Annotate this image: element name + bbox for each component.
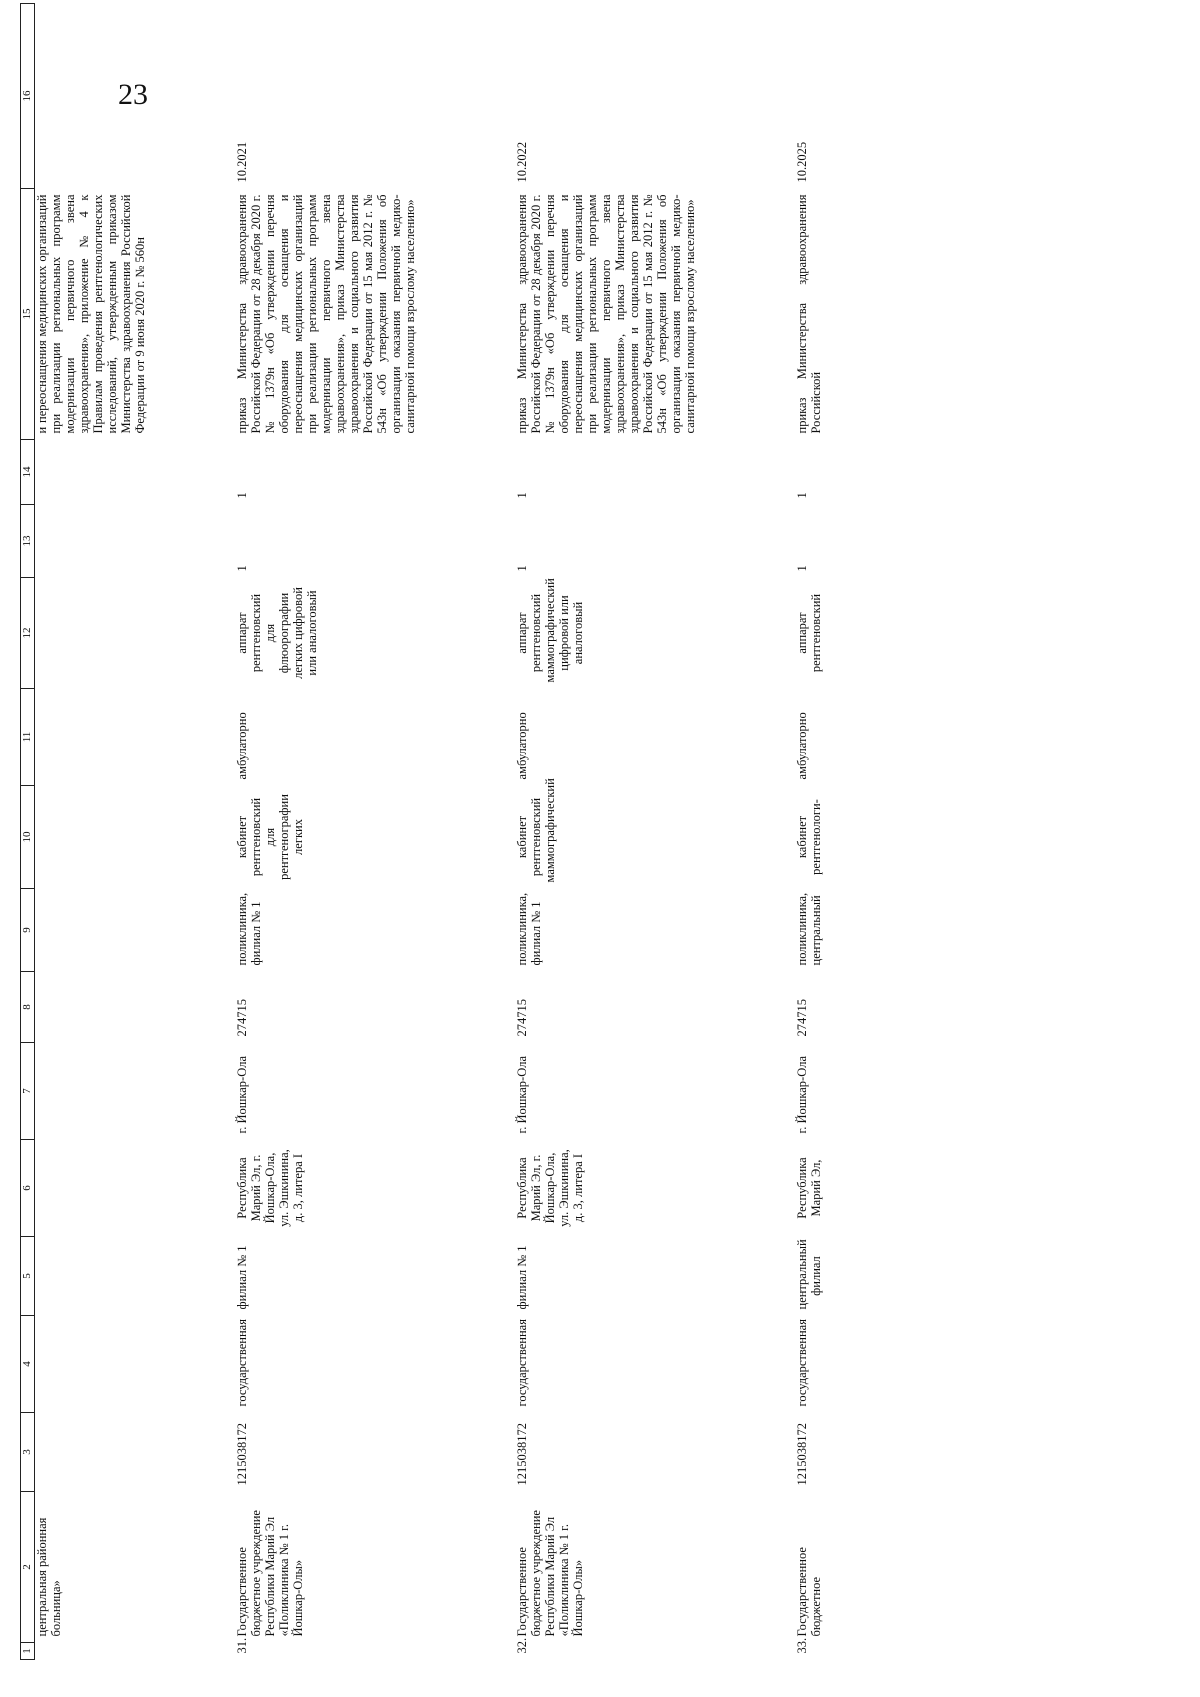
inn — [35, 1413, 226, 1492]
quantity-planned: 1 — [235, 492, 249, 499]
inn: 1215038172 — [515, 1423, 529, 1486]
quantity-planned: 1 — [795, 492, 809, 499]
cabinet — [35, 786, 226, 889]
column-header: 5 — [21, 1237, 35, 1316]
quantity: 1 — [795, 565, 809, 572]
city: г. Йошкар-Ола — [795, 1055, 809, 1134]
equipment: аппарат рентгеновский для флюорографии легких цифровой или аналоговый — [235, 587, 319, 679]
conditions: амбулаторно — [795, 712, 809, 780]
quantity-planned — [35, 440, 226, 505]
organization-name: центральная районная больница» — [35, 1517, 63, 1637]
legal-basis: приказ Министерства здравоохранения Российской — [795, 194, 823, 434]
quantity: 1 — [235, 565, 249, 572]
column-header: 12 — [21, 578, 35, 689]
ownership-form: государственная — [795, 1319, 809, 1407]
address: Республика Марий Эл, г. Йошкар-Ола, ул. Эшкинина, д. 3, литера I — [515, 1149, 585, 1227]
row-number: 32. — [515, 1637, 529, 1654]
quantity: 1 — [515, 565, 529, 572]
legal-basis: приказ Министерства здравоохранения Российской Федерации от 28 декабря 2020 г. № 1379н «Об утверждении перечня оборудования для оснащения и переоснащения медицинских организаций при реализации региональных программ модернизации первичного звена здравоохранения», приказ Министерства здравоохранения и социального развития Российской Федерации от 15 мая 2012 г. № 543н «Об утверждении Положения об организации оказания первичной медико-санитарной помощи взрослому населению» — [235, 194, 417, 434]
table-row — [785, 4, 915, 1660]
row-number — [35, 1643, 226, 1660]
address: Республика Марий Эл, — [795, 1157, 823, 1219]
column-header: 1 — [21, 1643, 35, 1660]
inn: 1215038172 — [235, 1423, 249, 1486]
equipment: аппарат рентгеновский маммографический цифровой или аналоговый — [515, 578, 585, 683]
organization-name: Государственное бюджетное учреждение Республики Марий Эл «Поликлиника № 1 г. Йошкар-Олы» — [515, 1510, 585, 1637]
department: поликлиника, центральный — [795, 892, 823, 966]
oktmo-code: 274715 — [795, 999, 809, 1037]
column-header: 8 — [21, 972, 35, 1043]
subdivision: филиал № 1 — [235, 1245, 249, 1310]
conditions: амбулаторно — [515, 712, 529, 780]
equipment: аппарат рентгеновский — [795, 593, 823, 673]
city: г. Йошкар-Ола — [515, 1055, 529, 1134]
organization-name: Государственное бюджетное — [795, 1547, 823, 1637]
organization-name: Государственное бюджетное учреждение Республики Марий Эл «Поликлиника № 1 г. Йошкар-Олы» — [235, 1510, 305, 1637]
department: поликлиника, филиал № 1 — [235, 892, 263, 966]
cabinet: кабинет рентгенологи- — [795, 799, 823, 875]
cabinet: кабинет рентгеновский маммографический — [515, 778, 557, 883]
deadline-date: 10.2025 — [795, 141, 809, 183]
cabinet: кабинет рентгеновский для рентгенографии легких — [235, 794, 305, 880]
legal-basis: и переоснащения медицинских организаций при реализации региональных программ модернизации первичного звена здравоохранения», приложение № 4 к Правилам проведения рентгенологических исследований, утвержденным приказом Министерства здравоохранения Российской Федерации от 9 июня 2020 г. № 560н — [35, 194, 147, 434]
oktmo-code — [35, 972, 226, 1043]
row-number: 31. — [235, 1637, 249, 1654]
column-header: 9 — [21, 889, 35, 972]
city: г. Йошкар-Ола — [235, 1055, 249, 1134]
address: Республика Марий Эл, г. Йошкар-Ола, ул. Эшкинина, д. 3, литера I — [235, 1149, 305, 1227]
deadline-date: 10.2022 — [515, 141, 529, 183]
ownership-form — [35, 1316, 226, 1413]
ownership-form: государственная — [515, 1319, 529, 1407]
quantity-planned: 1 — [515, 492, 529, 499]
column-header: 10 — [21, 786, 35, 889]
inn: 1215038172 — [795, 1423, 809, 1486]
column-header: 2 — [21, 1492, 35, 1643]
deadline-date — [35, 4, 226, 189]
subdivision: центральный филиал — [795, 1239, 823, 1310]
address — [35, 1140, 226, 1237]
city — [35, 1043, 226, 1140]
column-header: 15 — [21, 189, 35, 440]
department: поликлиника, филиал № 1 — [515, 892, 543, 966]
conditions: амбулаторно — [235, 712, 249, 780]
ownership-form: государственная — [235, 1319, 249, 1407]
conditions — [35, 689, 226, 786]
legal-basis: приказ Министерства здравоохранения Российской Федерации от 28 декабря 2020 г. № 1379н «Об утверждении перечня оборудования для оснащения и переоснащения медицинских организаций при реализации региональных программ модернизации первичного звена здравоохранения», приказ Министерства здравоохранения и социального развития Российской Федерации от 15 мая 2012 г. № 543н «Об утверждении Положения об организации оказания первичной медико-санитарной помощи взрослому населению» — [515, 194, 697, 434]
oktmo-code: 274715 — [235, 999, 249, 1037]
column-header: 6 — [21, 1140, 35, 1237]
column-number-header — [21, 4, 35, 1660]
column-header: 11 — [21, 689, 35, 786]
column-header: 3 — [21, 1413, 35, 1492]
rotated-table-page — [20, 20, 1120, 1660]
column-header: 7 — [21, 1043, 35, 1140]
department — [35, 889, 226, 972]
registry-table — [20, 3, 915, 1660]
column-header: 16 — [21, 4, 35, 189]
table-row — [35, 4, 226, 1660]
oktmo-code: 274715 — [515, 999, 529, 1037]
row-number: 33. — [795, 1637, 809, 1654]
column-header: 4 — [21, 1316, 35, 1413]
column-header: 14 — [21, 440, 35, 505]
page-number: 23 — [118, 78, 148, 111]
deadline-date: 10.2021 — [235, 141, 249, 183]
column-header: 13 — [21, 505, 35, 578]
quantity — [35, 505, 226, 578]
subdivision — [35, 1237, 226, 1316]
table-row — [505, 4, 785, 1660]
equipment — [35, 578, 226, 689]
subdivision: филиал № 1 — [515, 1245, 529, 1310]
table-row — [225, 4, 505, 1660]
